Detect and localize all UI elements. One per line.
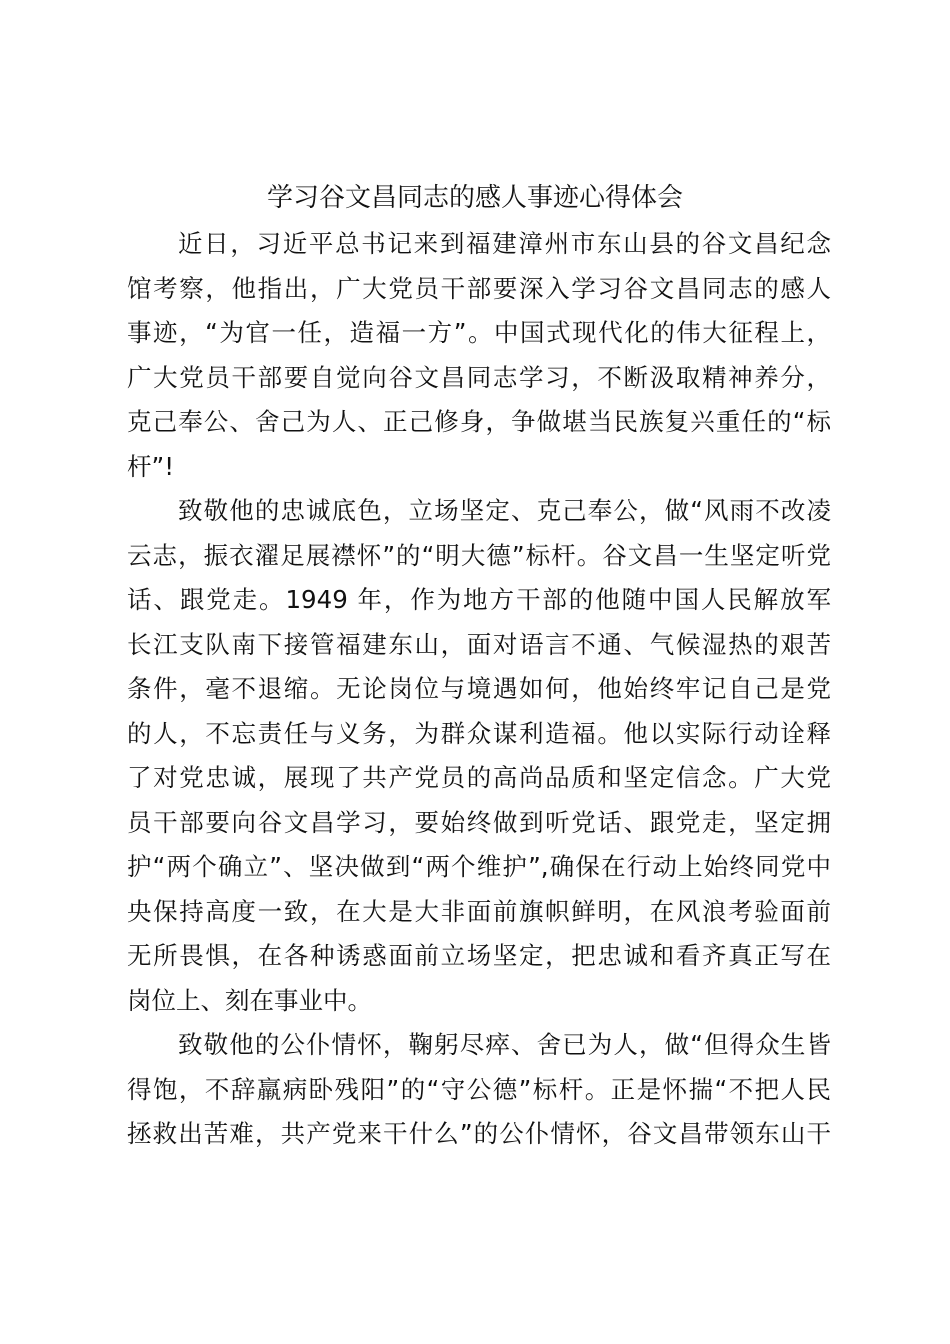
text-line: 克己奉公、舍己为人、正己修身，争做堪当民族复兴重任的“标 bbox=[127, 407, 831, 436]
paragraph-1 bbox=[127, 222, 831, 489]
text-line: 条件，毫不退缩。无论岗位与境遇如何，他始终牢记自己是党 bbox=[127, 674, 831, 703]
text-line: 护“两个确立”、坚决做到“两个维护”,确保在行动上始终同党中 bbox=[127, 852, 831, 881]
text-line: 员干部要向谷文昌学习，要始终做到听党话、跟党走，坚定拥 bbox=[127, 807, 831, 837]
text-line: 云志，振衣濯足展襟怀”的“明大德”标杆。谷文昌一生坚定听党 bbox=[127, 540, 831, 570]
text-line: 广大党员干部要自觉向谷文昌同志学习，不断汲取精神养分， bbox=[127, 362, 831, 392]
text-line: 杆”! bbox=[127, 451, 175, 481]
document-title: 学习谷文昌同志的感人事迹心得体会 bbox=[266, 183, 683, 213]
text-line: 无所畏惧，在各种诱惑面前立场坚定，把忠诚和看齐真正写在 bbox=[127, 941, 831, 970]
document-body bbox=[127, 222, 831, 1157]
text-line: 长江支队南下接管福建东山，面对语言不通、气候湿热的艰苦 bbox=[127, 629, 831, 659]
paragraph-3 bbox=[127, 1023, 831, 1157]
text-line: 岗位上、刻在事业中。 bbox=[127, 985, 372, 1015]
text-line: 的人，不忘责任与义务，为群众谋利造福。他以实际行动诠释 bbox=[127, 718, 831, 748]
text-line: 事迹，“为官一任，造福一方”。中国式现代化的伟大征程上， bbox=[127, 318, 831, 347]
text-line: 馆考察，他指出，广大党员干部要深入学习谷文昌同志的感人 bbox=[127, 273, 831, 303]
paragraph-2 bbox=[127, 489, 831, 1023]
text-line: 了对党忠诚，展现了共产党员的高尚品质和坚定信念。广大党 bbox=[127, 763, 831, 792]
text-line: 话、跟党走。1949 年，作为地方干部的他随中国人民解放军 bbox=[127, 585, 831, 614]
text-line: 得饱，不辞羸病卧残阳”的“守公德”标杆。正是怀揣“不把人民 bbox=[127, 1074, 831, 1104]
text-line: 央保持高度一致，在大是大非面前旗帜鲜明，在风浪考验面前 bbox=[127, 896, 831, 926]
text-line: 近日，习近平总书记来到福建漳州市东山县的谷文昌纪念 bbox=[178, 229, 831, 258]
text-line: 致敬他的忠诚底色，立场坚定、克己奉公，做“风雨不改凌 bbox=[178, 496, 831, 525]
text-line: 致敬他的公仆情怀，鞠躬尽瘁、舍已为人，做“但得众生皆 bbox=[178, 1030, 831, 1059]
text-line: 拯救出苦难，共产党来干什么”的公仆情怀，谷文昌带领东山干 bbox=[127, 1119, 831, 1148]
